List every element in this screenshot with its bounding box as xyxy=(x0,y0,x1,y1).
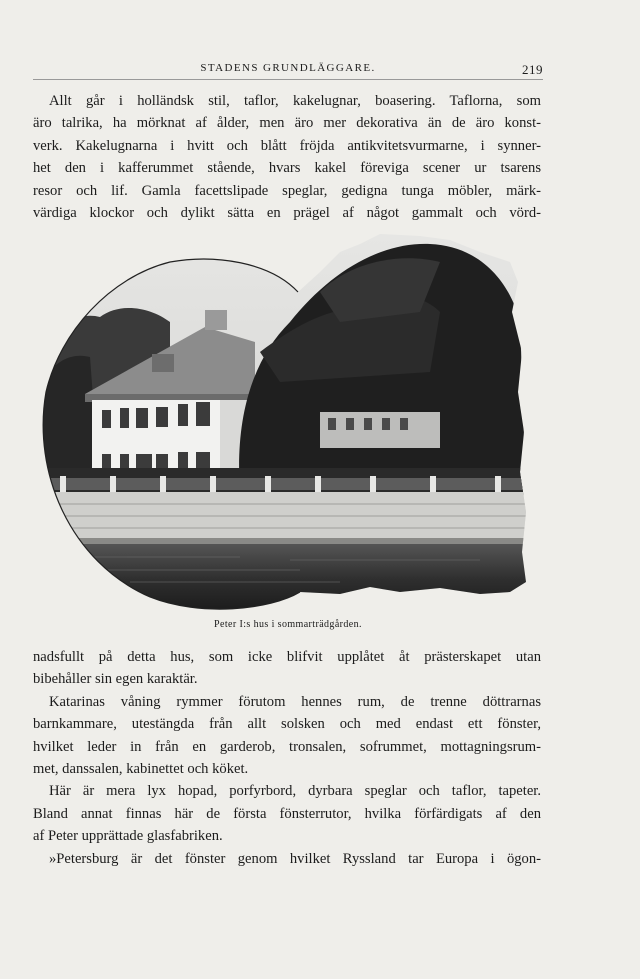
text-line: nadsfullt på detta hus, som icke blifvit upplåtet åt prästerskapet utan xyxy=(33,649,541,665)
text-line: Katarinas våning rymmer förutom hennes rum, de trenne döttrarnas xyxy=(49,693,541,710)
photo-illustration xyxy=(40,232,530,612)
text-line: hvilket leder in från en garderob, tronsalen, sofrummet, mottagningsrum- xyxy=(33,738,541,755)
paragraph-bottom xyxy=(33,646,541,870)
text-line: äro talrika, ha mörknat af ålder, men äro mer dekorativa än de äro konst- xyxy=(33,115,541,132)
running-head-title: STADENS GRUNDLÄGGARE. xyxy=(200,62,376,74)
text-line: Bland annat finnas här de första fönsterrutor, hvilka förfärdigats af den xyxy=(33,805,541,822)
text-line: bibehåller sin egen karaktär. xyxy=(33,671,198,688)
text-line: met, danssalen, kabinettet och köket. xyxy=(33,760,249,777)
text-line: resor och lif. Gamla facettslipade speglar, gedigna tunga möbler, märk- xyxy=(33,182,541,199)
text-line: af Peter upprättade glasfabriken. xyxy=(33,828,223,845)
paragraph-top xyxy=(33,90,541,224)
text-line: »Petersburg är det fönster genom hvilket Ryssland tar Europa i ögon- xyxy=(49,850,541,867)
header-rule xyxy=(33,79,543,80)
figure-caption: Peter I:s hus i sommarträdgården. xyxy=(214,619,362,630)
text-line: Här är mera lyx hopad, porfyrbord, dyrbara speglar och taflor, tapeter. xyxy=(49,783,541,800)
text-line: verk. Kakelugnarna i hvitt och blått fröjda antikvitetsvurmarne, i synner- xyxy=(33,137,541,154)
text-line: het den i kafferummet stående, hvars kakel föreviga scener ur tsarens xyxy=(33,160,541,177)
text-line: Allt går i holländsk stil, taflor, kakelugnar, boasering. Taflorna, som xyxy=(49,93,541,109)
text-line: barnkammare, utestängda från allt solsken och med endast ett fönster, xyxy=(33,716,541,733)
text-line: värdiga klockor och dylikt sätta en prägel af något gammalt och vörd- xyxy=(33,204,541,221)
page-number: 219 xyxy=(522,62,543,77)
